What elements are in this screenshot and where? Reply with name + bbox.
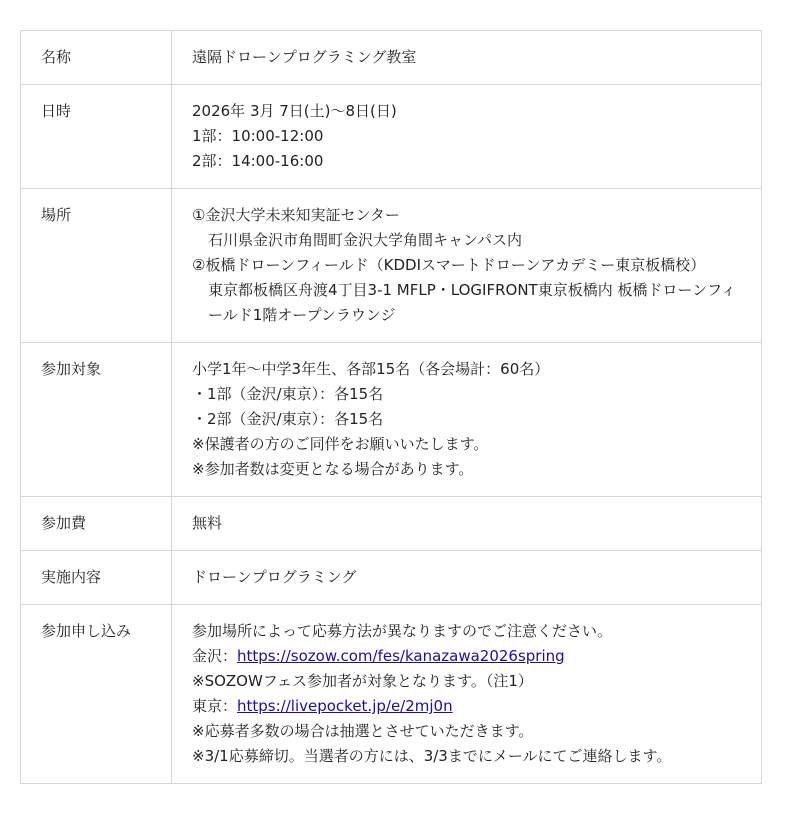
event-info-table [20,30,762,784]
table-row-place [21,189,762,343]
venue-2-address: 東京都板橋区舟渡4丁目3-1 MFLP・LOGIFRONT東京板橋内 板橋ドローンフィールド1階オープンラウンジ [208,281,736,324]
row-label-fee: 参加費 [21,497,172,551]
kanazawa-note: ※SOZOWフェス参加者が対象となります。（注1） [192,672,533,690]
guardian-note: ※保護者の方のご同伴をお願いいたします。 [192,435,489,453]
row-value-name [172,31,762,85]
row-value-target [172,343,762,497]
event-name: 遠隔ドローンプログラミング教室 [192,48,417,66]
table-row-name [21,31,762,85]
target-session-2: ・2部（金沢/東京）：各15名 [192,410,384,428]
apply-intro: 参加場所によって応募方法が異なりますのでご注意ください。 [192,622,613,640]
row-label-place: 場所 [21,189,172,343]
apply-tokyo [192,694,741,719]
kanazawa-prefix: 金沢： [192,647,238,665]
table-row-apply [21,605,762,784]
table-row-target [21,343,762,497]
row-label-content: 実施内容 [21,551,172,605]
capacity-change-note: ※参加者数は変更となる場合があります。 [192,460,474,478]
event-date: 2026年 3月 7日(土)〜8日(日) [192,102,397,120]
row-value-content [172,551,762,605]
row-label-apply: 参加申し込み [21,605,172,784]
apply-kanazawa [192,644,741,669]
row-value-place [172,189,762,343]
tokyo-prefix: 東京： [192,697,238,715]
kanazawa-apply-link[interactable]: https://sozow.com/fes/kanazawa2026spring [237,647,565,665]
lottery-note: ※応募者多数の場合は抽選とさせていただきます。 [192,722,534,740]
session-1-time: 1部：10:00-12:00 [192,127,324,145]
deadline-note: ※3/1応募締切。当選者の方には、3/3までにメールにてご連絡します。 [192,747,672,765]
venue-1-address: 石川県金沢市角間町金沢大学角間キャンパス内 [208,231,522,249]
content-value: ドローンプログラミング [192,568,357,586]
tokyo-apply-link[interactable]: https://livepocket.jp/e/2mj0n [237,697,453,715]
row-label-target: 参加対象 [21,343,172,497]
table-row-content [21,551,762,605]
session-2-time: 2部：14:00-16:00 [192,152,324,170]
row-label-datetime: 日時 [21,85,172,189]
venue-1-name: ①金沢大学未来知実証センター [192,206,400,224]
row-value-fee [172,497,762,551]
row-value-apply [172,605,762,784]
row-label-name: 名称 [21,31,172,85]
row-value-datetime [172,85,762,189]
venue-2-name: ②板橋ドローンフィールド（KDDIスマートドローンアカデミー東京板橋校） [192,256,706,274]
table-row-fee [21,497,762,551]
fee-value: 無料 [192,514,223,532]
target-summary: 小学1年〜中学3年生、各部15名（各会場計：60名） [192,360,550,378]
table-row-datetime [21,85,762,189]
target-session-1: ・1部（金沢/東京）：各15名 [192,385,384,403]
